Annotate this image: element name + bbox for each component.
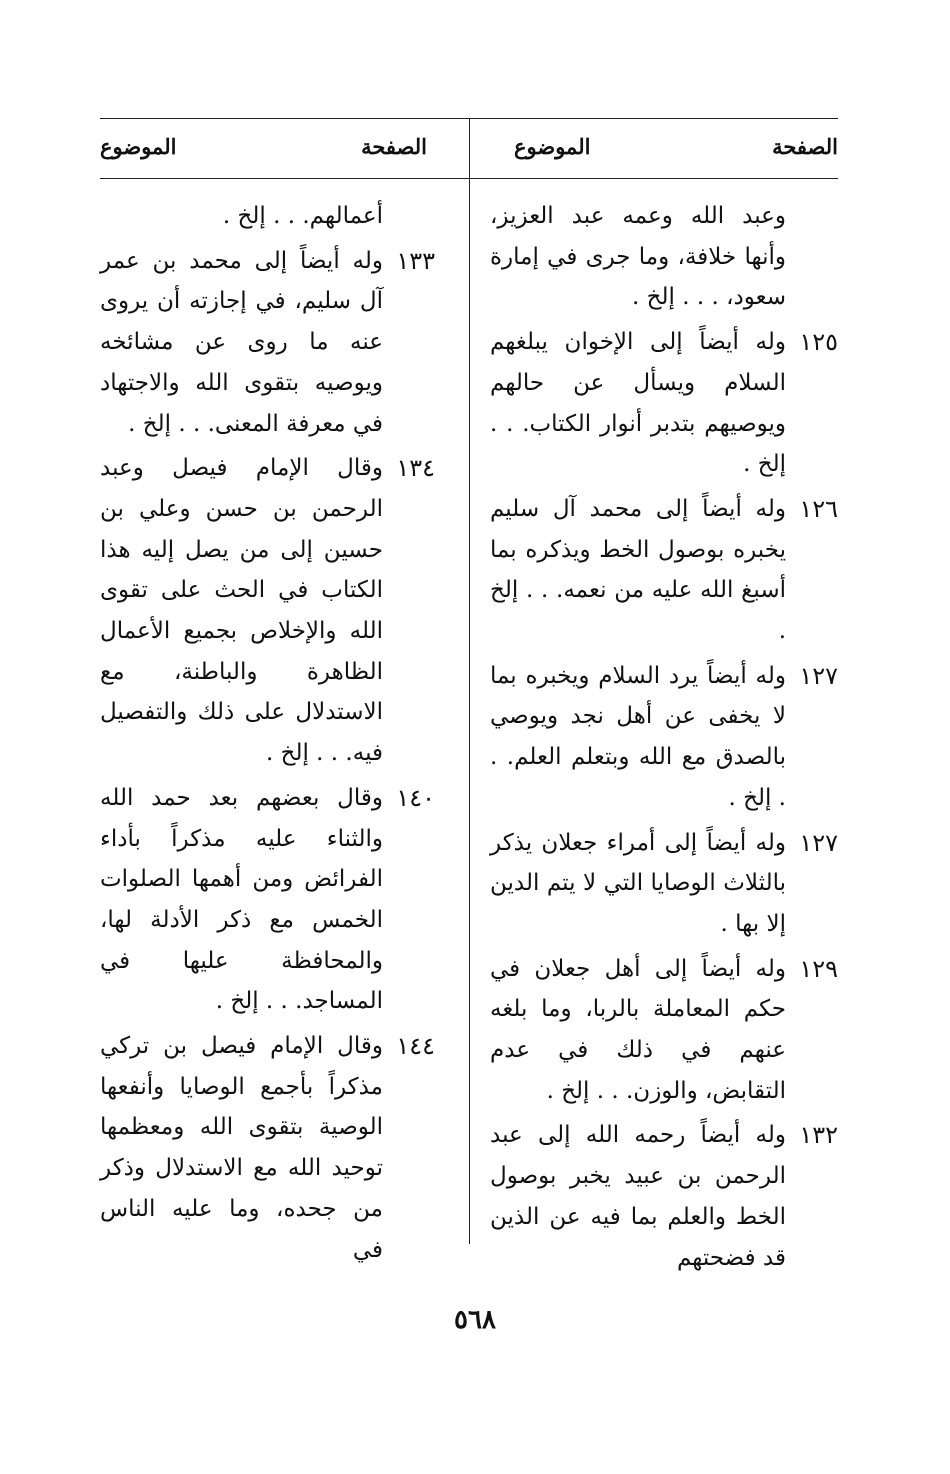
index-entry (100, 241, 435, 445)
left-page-heading: الصفحة (361, 134, 427, 159)
index-entry (490, 322, 838, 485)
entry-page-number: ١٢٦ (799, 494, 838, 523)
entry-page-number: ١٣٤ (396, 454, 435, 483)
entry-topic: وقال الإمام فيصل وعبد الرحمن بن حسن وعلي بن حسين إلى من يصل إليه هذا الكتاب في الحث على تقوى الله والإخلاص بجميع الأعمال الظاهرة والباطنة، مع الاستدلال على ذلك والتفصيل فيه. . . إلخ . (100, 455, 383, 767)
index-entry (490, 823, 838, 945)
page-number: ٥٦٨ (454, 1305, 496, 1335)
right-column-header (490, 130, 838, 170)
entry-page-number: ١٢٥ (799, 328, 838, 357)
index-entry (490, 196, 838, 318)
column-divider (469, 118, 470, 1244)
entry-topic: وقال بعضهم بعد حمد الله والثناء عليه مذكراً بأداء الفرائض ومن أهمها الصلوات الخمس مع ذكر الأدلة لها، والمحافظة عليها في المساجد. . . إلخ . (100, 784, 383, 1015)
entry-topic: وله أيضاً إلى محمد بن عمر آل سليم، في إجازته أن يروى عنه ما روى عن مشائخه ويوصيه بتقوى الله والاجتهاد في معرفة المعنى. . . إلخ . (100, 247, 383, 437)
entry-page-number: ١٢٧ (799, 661, 838, 690)
entry-topic: وعبد الله وعمه عبد العزيز، وأنها خلافة، وما جرى في إمارة سعود، . . . إلخ . (490, 203, 786, 311)
entry-topic: أعمالهم. . . إلخ . (222, 203, 383, 229)
entry-page-number: ١٢٩ (799, 954, 838, 983)
right-page-heading: الصفحة (772, 134, 838, 159)
left-topic-heading: الموضوع (100, 134, 177, 159)
entry-topic: وله أيضاً يرد السلام ويخبره بما لا يخفى عن أهل نجد ويوصي بالصدق مع الله وبتعلم العلم. . . إلخ . (490, 662, 786, 811)
entry-page-number: ١٤٠ (396, 783, 435, 812)
index-entry (100, 448, 435, 774)
index-entry (490, 949, 838, 1112)
entry-page-number: ١٢٧ (799, 828, 838, 857)
index-entry (490, 1115, 838, 1278)
entry-topic: وله أيضاً إلى الإخوان يبلغهم السلام ويسأل عن حالهم ويوصيهم بتدبر أنوار الكتاب. . . إلخ . (490, 329, 786, 478)
right-topic-heading: الموضوع (514, 134, 591, 159)
entry-page-number: ١٣٣ (396, 246, 435, 275)
left-column-header (100, 130, 435, 170)
entry-page-number: ١٤٤ (396, 1032, 435, 1061)
index-entry (100, 778, 435, 1022)
index-entry (100, 1026, 435, 1270)
entry-topic: وقال الإمام فيصل بن تركي مذكراً بأجمع الوصايا وأنفعها الوصية بتقوى الله ومعظمها توحيد الله مع الاستدلال وذكر من جحده، وما عليه الناس في (100, 1033, 383, 1263)
right-column-entries (490, 196, 838, 1282)
index-entry (490, 656, 838, 819)
index-entry (100, 196, 435, 237)
entry-topic: وله أيضاً إلى أمراء جعلان يذكر بالثلاث الوصايا التي لا يتم الدين إلا بها . (490, 829, 786, 937)
entry-topic: وله أيضاً إلى أهل جعلان في حكم المعاملة بالربا، وما بلغه عنهم في ذلك في عدم التقابض، والوزن. . . إلخ . (490, 955, 786, 1104)
entry-topic: وله أيضاً إلى محمد آل سليم يخبره بوصول الخط ويذكره بما أسبغ الله عليه من نعمه. . . إلخ . (490, 495, 786, 645)
index-entry (490, 489, 838, 652)
left-column-entries (100, 196, 435, 1274)
entry-topic: وله أيضاً رحمه الله إلى عبد الرحمن بن عبيد يخبر بوصول الخط والعلم بما فيه عن الذين قد فضحتهم (490, 1122, 786, 1271)
entry-page-number: ١٣٢ (799, 1121, 838, 1150)
